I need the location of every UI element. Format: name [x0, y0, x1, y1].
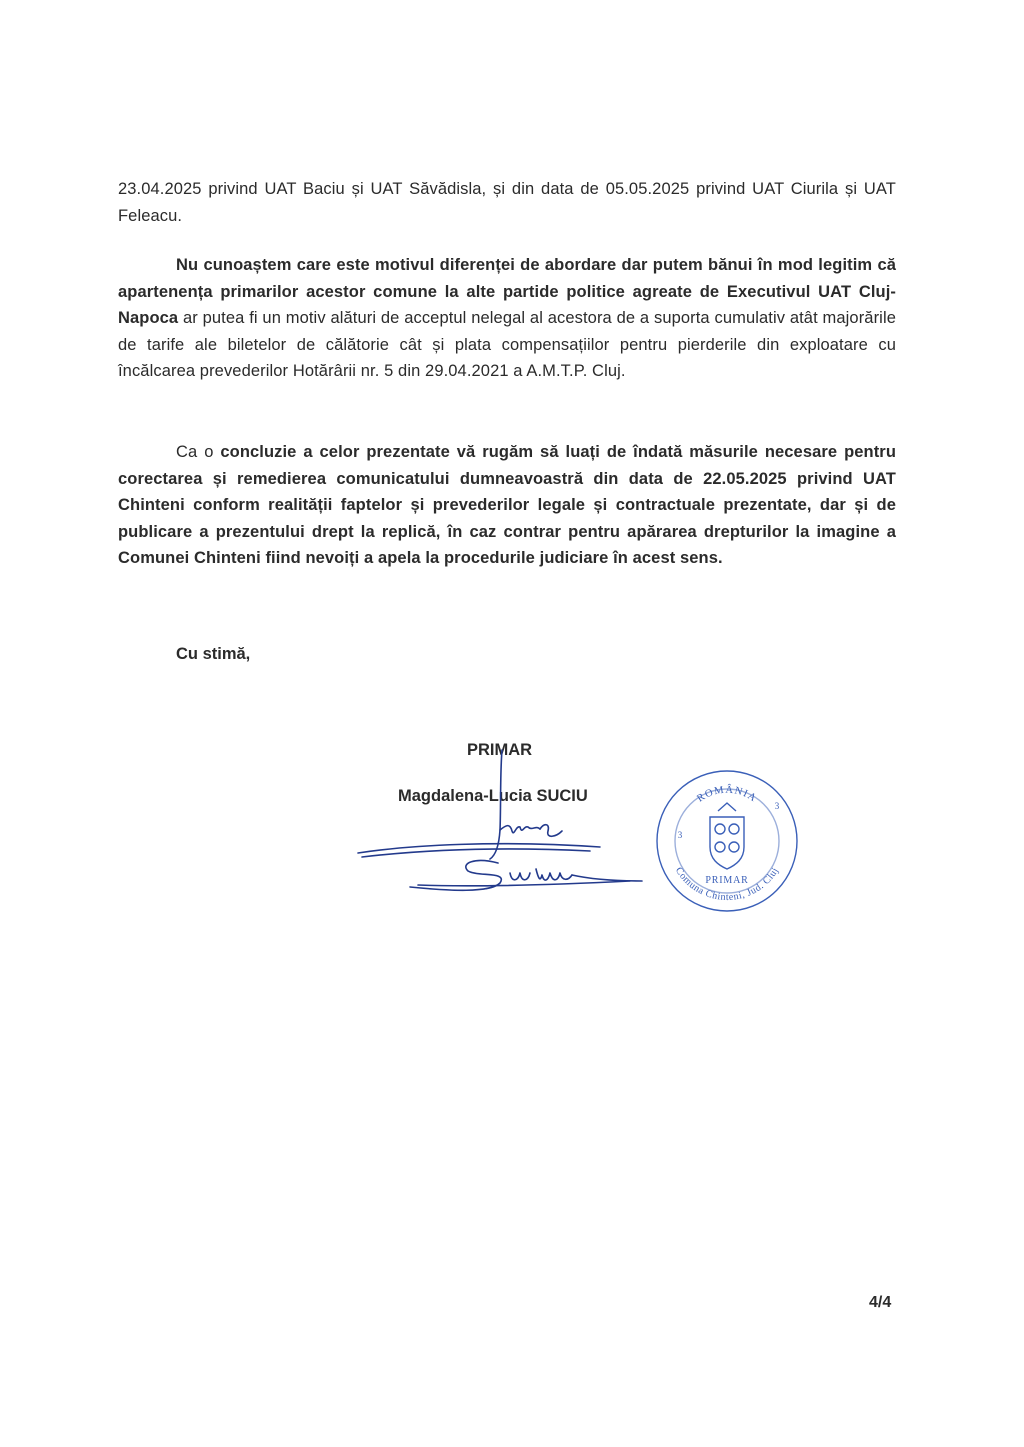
- stamp-center-text: PRIMAR: [705, 875, 749, 886]
- paragraph-continuation: [118, 176, 896, 229]
- stamp-number-right: 3: [774, 801, 780, 811]
- signatory-name: Magdalena-Lucia SUCIU: [398, 787, 588, 805]
- paragraph-2-normal: ar putea fi un motiv alături de acceptul nelegal al acestora de a suporta cumulativ atât majorările de tarife ale biletelor de călătorie cât și plata compensațiilor pentru pierderile din exploatare cu încălcarea prevederilor Hotărârii nr. 5 din 29.04.2021 a A.M.T.P. Cluj.: [118, 309, 896, 380]
- paragraph-motive: [118, 252, 896, 385]
- stamp-number-left: 3: [677, 830, 683, 840]
- page-number: 4/4: [869, 1294, 892, 1311]
- closing-salutation: Cu stimă,: [176, 645, 251, 663]
- handwritten-signature: [350, 745, 650, 900]
- stamp-ring-text: Comuna Chinteni, Jud. Cluj: [672, 865, 782, 904]
- official-stamp: [652, 767, 802, 915]
- paragraph-1-text: 23.04.2025 privind UAT Baciu și UAT Săvădisla, și din data de 05.05.2025 privind UAT Ciurila și UAT Feleacu.: [118, 180, 896, 225]
- paragraph-3-bold: concluzie a celor prezentate vă rugăm să luați de îndată măsurile necesare pentru corectarea și remedierea comunicatului dumneavoastră din data de 22.05.2025 privind UAT Chinteni conform realității faptelor și prevederilor legale și contractuale prezentate, dar și de publicare a prezentului drept la replică, în caz contrar pentru apărarea drepturilor la imagine a Comunei Chinteni fiind nevoiți a apela la procedurile judiciare în acest sens.: [118, 443, 897, 567]
- signatory-title: PRIMAR: [467, 741, 533, 759]
- stamp-top-text: ROMÂNIA: [695, 784, 759, 805]
- paragraph-conclusion: [118, 439, 896, 572]
- paragraph-3-normal: Ca o: [176, 443, 221, 461]
- paragraph-2-bold: Nu cunoaștem care este motivul diferenței de abordare dar putem bănui în mod legitim că apartenența primarilor acestor comune la alte partide politice agreate de Executivul UAT Cluj-Napoca: [118, 256, 896, 327]
